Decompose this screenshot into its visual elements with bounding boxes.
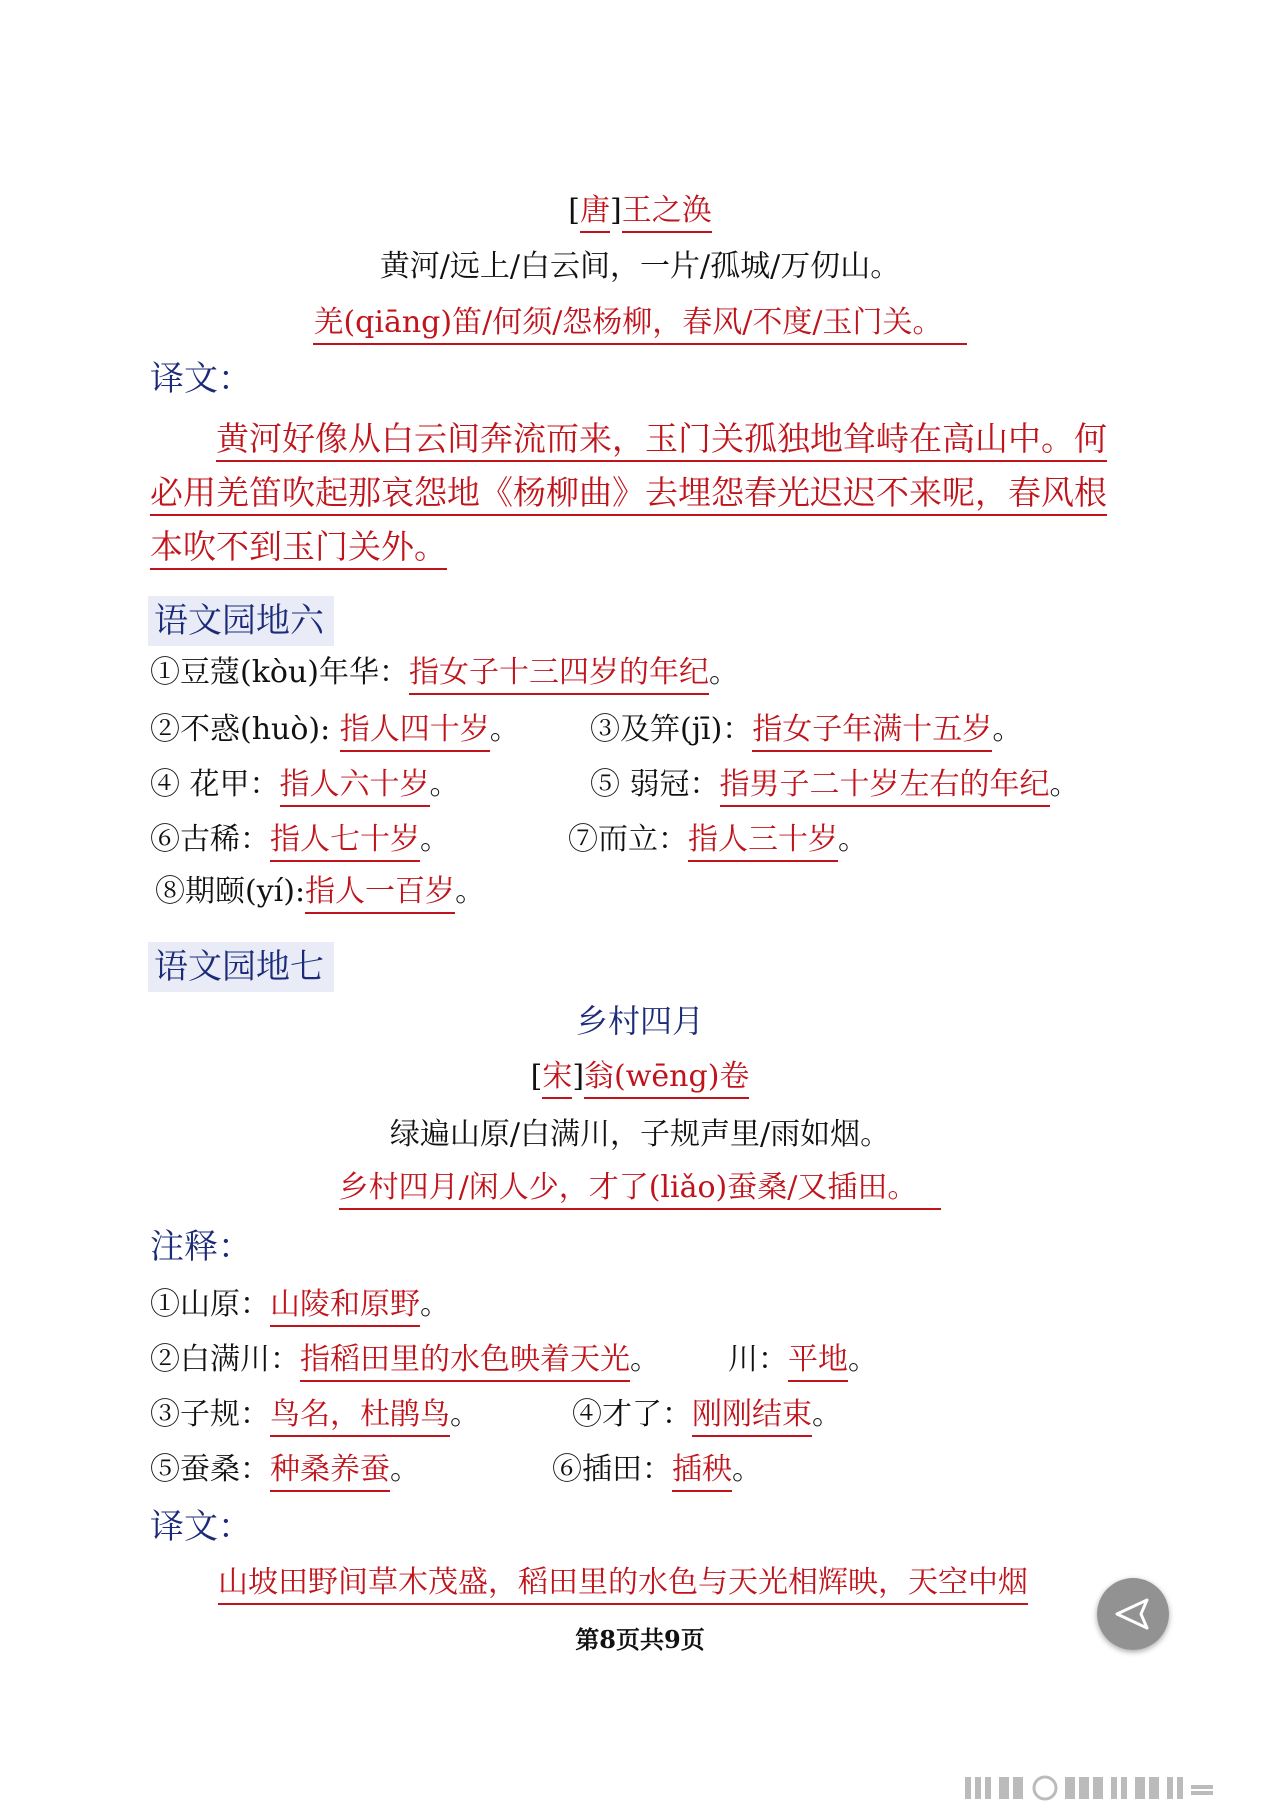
s6-item8: ⑧期颐(yí):指人一百岁。 bbox=[155, 877, 485, 907]
translation1-line3: 本吹不到玉门关外。 bbox=[150, 527, 447, 570]
note2: ②白满川：指稻田里的水色映着天光。 bbox=[150, 1345, 660, 1375]
poem1-line2-wrap bbox=[0, 305, 1280, 340]
poem2-author: 翁(wēng)卷 bbox=[584, 1059, 749, 1099]
page-number: 第8页共9页 bbox=[575, 1625, 705, 1654]
poem2-line2-wrap bbox=[0, 1170, 1280, 1205]
notes-label: 注释： bbox=[150, 1227, 252, 1267]
note1: ①山原：山陵和原野。 bbox=[150, 1290, 450, 1320]
note1-def: 山陵和原野 bbox=[270, 1287, 420, 1327]
poem1-line2: 羌(qiāng)笛/何须/怨杨柳，春风/不度/玉门关。 bbox=[313, 305, 966, 345]
poem2-byline: [宋]翁(wēng)卷 bbox=[0, 1062, 1280, 1092]
note2-def: 指稻田里的水色映着天光 bbox=[300, 1342, 630, 1382]
poem1-line1: 黄河/远上/白云间，一片/孤城/万仞山。 bbox=[379, 249, 901, 284]
poem2-title: 乡村四月 bbox=[575, 1002, 704, 1040]
s6-item5: ⑤ 弱冠：指男子二十岁左右的年纪。 bbox=[590, 770, 1080, 800]
note2b: 川：平地。 bbox=[728, 1345, 878, 1375]
translation2-line1: 山坡田野间草木茂盛，稻田里的水色与天光相辉映，天空中烟 bbox=[218, 1565, 1028, 1605]
s6-item5-def: 指男子二十岁左右的年纪 bbox=[720, 767, 1050, 807]
note6: ⑥插田：插秧。 bbox=[552, 1455, 762, 1485]
watermark-bars-icon bbox=[965, 1775, 1265, 1801]
s6-item3-def: 指女子年满十五岁 bbox=[752, 712, 992, 752]
translation1-line1: 黄河好像从白云间奔流而来，玉门关孤独地耸峙在高山中。何 bbox=[216, 419, 1107, 462]
s6-item1: ①豆蔻(kòu)年华：指女子十三四岁的年纪。 bbox=[150, 658, 739, 688]
s6-item3: ③及笄(jī)：指女子年满十五岁。 bbox=[590, 715, 1022, 745]
s6-item2-def: 指人四十岁 bbox=[340, 712, 490, 752]
s6-item8-def: 指人一百岁 bbox=[305, 874, 455, 914]
translation1-paragraph bbox=[150, 412, 1150, 574]
s6-item6: ⑥古稀：指人七十岁。 bbox=[150, 825, 450, 855]
poem2-line2: 乡村四月/闲人少，才了(liǎo)蚕桑/又插田。 bbox=[339, 1170, 942, 1210]
note3: ③子规：鸟名，杜鹃鸟。 bbox=[150, 1400, 480, 1430]
note6-def: 插秧 bbox=[672, 1452, 732, 1492]
back-button[interactable] bbox=[1097, 1578, 1169, 1650]
s6-item4-def: 指人六十岁 bbox=[280, 767, 430, 807]
s6-item6-def: 指人七十岁 bbox=[270, 822, 420, 862]
translation1-label: 译文： bbox=[150, 359, 252, 399]
note2b-def: 平地 bbox=[788, 1342, 848, 1382]
note5: ⑤蚕桑：种桑养蚕。 bbox=[150, 1455, 420, 1485]
s6-item1-def: 指女子十三四岁的年纪 bbox=[409, 655, 709, 695]
poem1-byline: [唐]王之涣 bbox=[0, 196, 1280, 226]
s6-item4: ④ 花甲：指人六十岁。 bbox=[150, 770, 460, 800]
note4-def: 刚刚结束 bbox=[692, 1397, 812, 1437]
poem2-dynasty: 宋 bbox=[542, 1059, 572, 1099]
s6-item2: ②不惑(huò): 指人四十岁。 bbox=[150, 715, 520, 745]
s6-item7-def: 指人三十岁 bbox=[688, 822, 838, 862]
poem1-author: 王之涣 bbox=[622, 193, 712, 233]
note4: ④才了：刚刚结束。 bbox=[572, 1400, 842, 1430]
translation2-label: 译文： bbox=[150, 1507, 252, 1547]
translation2-line1-wrap bbox=[218, 1565, 1028, 1600]
poem1-dynasty: 唐 bbox=[580, 193, 610, 233]
poem2-line1: 绿遍山原/白满川，子规声里/雨如烟。 bbox=[389, 1117, 891, 1152]
note5-def: 种桑养蚕 bbox=[270, 1452, 390, 1492]
section6-title: 语文园地六 bbox=[148, 596, 334, 646]
note3-def: 鸟名，杜鹃鸟 bbox=[270, 1397, 450, 1437]
s6-item7: ⑦而立：指人三十岁。 bbox=[568, 825, 868, 855]
translation1-line2: 必用羌笛吹起那哀怨地《杨柳曲》去埋怨春光迟迟不来呢，春风根 bbox=[150, 473, 1107, 516]
section7-title: 语文园地七 bbox=[148, 942, 334, 992]
back-arrow-icon bbox=[1113, 1596, 1153, 1632]
